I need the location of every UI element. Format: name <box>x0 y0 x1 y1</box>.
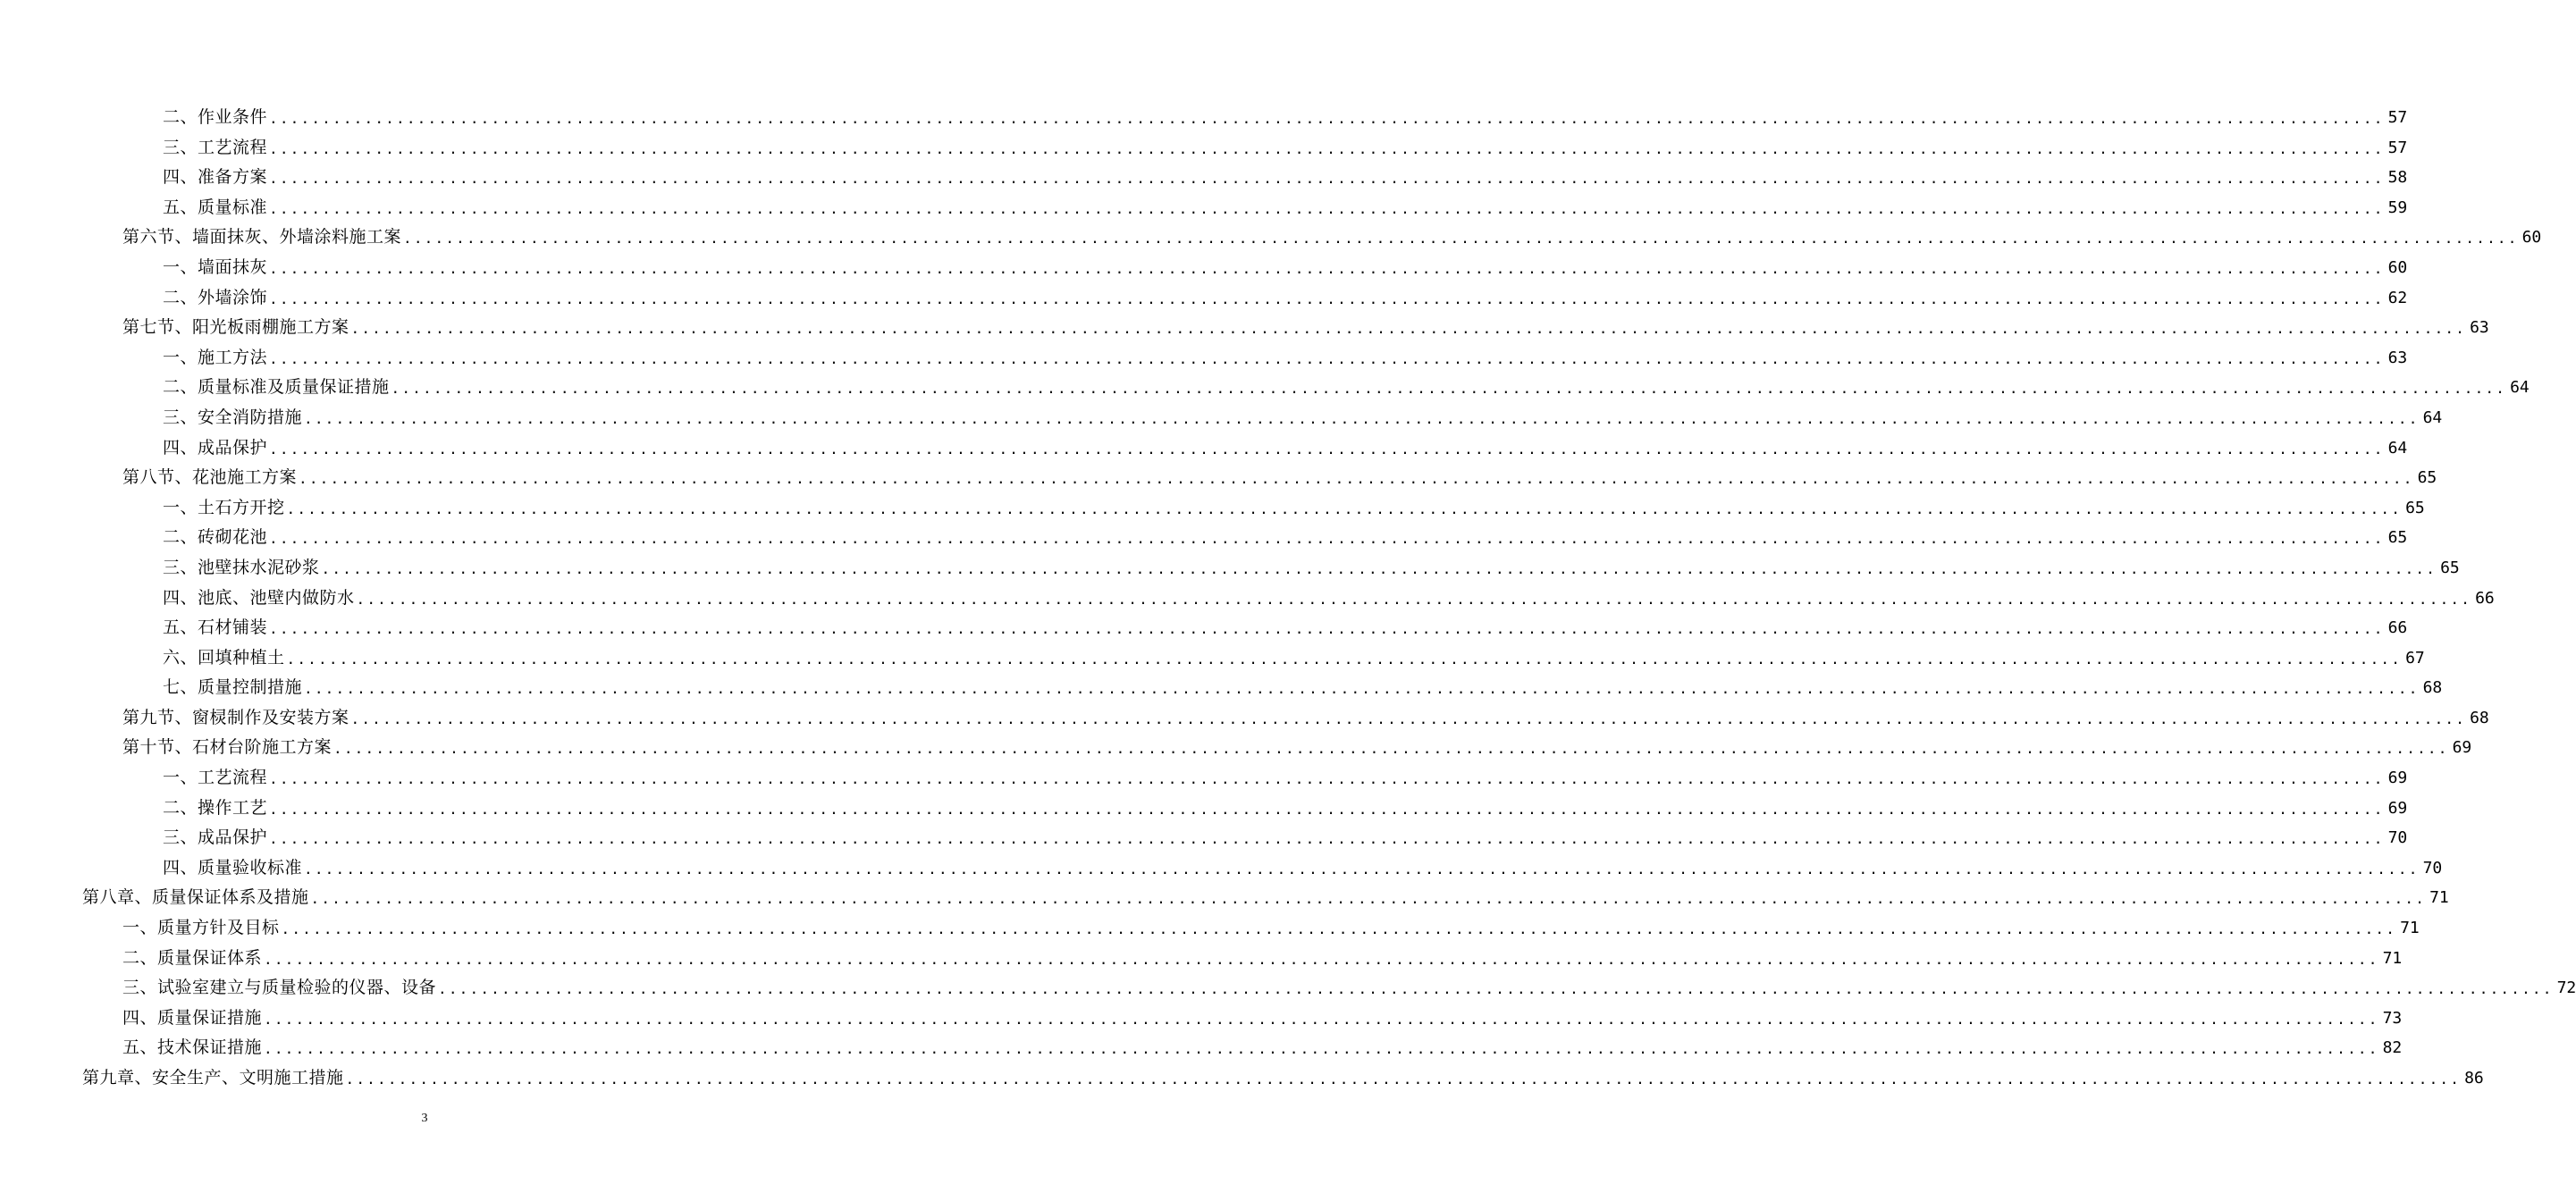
toc-entry-page: 65 <box>2405 498 2425 517</box>
toc-entry-page: 71 <box>2400 919 2420 938</box>
toc-entry-page: 63 <box>2470 318 2489 338</box>
toc-entry[interactable] <box>0 733 2472 763</box>
toc-entry[interactable] <box>0 944 2403 974</box>
toc-entry-title: 二、质量标准及质量保证措施 <box>163 377 390 398</box>
toc-entry-title: 二、作业条件 <box>163 107 268 127</box>
toc-entry-page: 64 <box>2510 378 2530 398</box>
toc-entry[interactable] <box>0 823 2408 853</box>
toc-entry[interactable] <box>0 613 2408 643</box>
toc-entry-page: 68 <box>2470 708 2489 727</box>
toc-entry-title: 三、成品保护 <box>163 827 268 848</box>
toc-dot-leader: ........................................................................................................................................................................................................ <box>304 860 2420 878</box>
toc-dot-leader: ........................................................................................................................................................................................................ <box>299 470 2414 488</box>
toc-dot-leader: ........................................................................................................................................................................................................ <box>304 680 2420 698</box>
toc-dot-leader: ........................................................................................................................................................................................................ <box>310 890 2427 908</box>
toc-entry-page: 62 <box>2387 288 2408 307</box>
toc-entry[interactable] <box>0 463 2437 493</box>
toc-entry[interactable] <box>0 223 2542 253</box>
toc-entry-page: 66 <box>2475 588 2495 608</box>
toc-dot-leader: ........................................................................................................................................................................................................ <box>269 349 2385 367</box>
toc-entry[interactable] <box>0 794 2408 824</box>
toc-dot-leader: ........................................................................................................................................................................................................ <box>333 740 2449 758</box>
toc-entry-page: 66 <box>2387 618 2408 638</box>
toc-entry-page: 68 <box>2422 678 2443 698</box>
toc-dot-leader: ........................................................................................................................................................................................................ <box>286 500 2403 517</box>
toc-entry[interactable] <box>0 133 2408 164</box>
toc-entry-page: 69 <box>2452 738 2472 758</box>
toc-entry-title: 第九节、窗棂制作及安装方案 <box>122 707 349 727</box>
toc-dot-leader: ........................................................................................................................................................................................................ <box>269 830 2385 848</box>
toc-entry[interactable] <box>0 193 2408 223</box>
toc-entry-title: 第九章、安全生产、文明施工措施 <box>82 1068 344 1088</box>
toc-entry-title: 二、砖砌花池 <box>163 527 268 548</box>
toc-entry-page: 67 <box>2405 648 2425 668</box>
toc-entry-title: 四、成品保护 <box>163 437 268 458</box>
toc-dot-leader: ........................................................................................................................................................................................................ <box>356 590 2472 608</box>
toc-entry[interactable] <box>0 643 2425 674</box>
toc-dot-leader: ........................................................................................................................................................................................................ <box>350 320 2467 338</box>
toc-entry-page: 73 <box>2382 1008 2403 1028</box>
toc-entry-page: 82 <box>2382 1038 2403 1058</box>
toc-dot-leader: ........................................................................................................................................................................................................ <box>269 139 2385 157</box>
toc-entry-title: 六、回填种植土 <box>163 647 285 668</box>
toc-entry-page: 59 <box>2387 197 2408 217</box>
toc-dot-leader: ........................................................................................................................................................................................................ <box>269 530 2385 548</box>
toc-entry-page: 65 <box>2440 558 2460 577</box>
toc-entry-title: 第八章、质量保证体系及措施 <box>82 887 309 908</box>
toc-entry-page: 60 <box>2521 228 2542 248</box>
toc-entry-page: 72 <box>2556 978 2576 998</box>
toc-entry[interactable] <box>0 373 2530 403</box>
toc-entry-title: 一、质量方针及目标 <box>122 918 280 938</box>
toc-dot-leader: ........................................................................................................................................................................................................ <box>281 920 2397 938</box>
toc-entry[interactable] <box>0 853 2443 884</box>
page-number: 3 <box>421 1112 428 1125</box>
toc-entry-page: 65 <box>2417 468 2437 488</box>
toc-entry-page: 70 <box>2422 858 2443 878</box>
toc-entry-page: 57 <box>2387 108 2408 127</box>
toc-dot-leader: ........................................................................................................................................................................................................ <box>321 559 2437 577</box>
toc-entry-page: 71 <box>2429 888 2449 908</box>
toc-dot-leader: ........................................................................................................................................................................................................ <box>269 290 2385 307</box>
toc-entry-page: 58 <box>2387 168 2408 188</box>
toc-entry[interactable] <box>0 343 2408 374</box>
toc-dot-leader: ........................................................................................................................................................................................................ <box>269 170 2385 188</box>
toc-entry-title: 第七节、阳光板雨棚施工方案 <box>122 317 349 338</box>
toc-entry[interactable] <box>0 1033 2403 1063</box>
toc-dot-leader: ........................................................................................................................................................................................................ <box>269 770 2385 788</box>
toc-entry-title: 一、施工方法 <box>163 347 268 367</box>
toc-dot-leader: ........................................................................................................................................................................................................ <box>264 950 2379 968</box>
toc-entry-page: 71 <box>2382 948 2403 968</box>
toc-entry[interactable] <box>0 433 2408 464</box>
toc-entry-title: 第八节、花池施工方案 <box>122 467 298 488</box>
toc-entry[interactable] <box>0 584 2495 614</box>
toc-entry-page: 63 <box>2387 348 2408 367</box>
toc-entry-title: 三、池壁抹水泥砂浆 <box>163 557 320 577</box>
toc-entry-page: 65 <box>2387 528 2408 548</box>
toc-dot-leader: ........................................................................................................................................................................................................ <box>264 1010 2379 1028</box>
toc-entry-page: 64 <box>2422 407 2443 427</box>
toc-dot-leader: ........................................................................................................................................................................................................ <box>269 110 2385 127</box>
toc-dot-leader: ........................................................................................................................................................................................................ <box>438 980 2554 998</box>
toc-entry-title: 一、墙面抹灰 <box>163 256 268 277</box>
toc-entry[interactable] <box>0 403 2443 433</box>
toc-entry-page: 69 <box>2387 768 2408 788</box>
toc-entry-page: 86 <box>2464 1069 2484 1088</box>
toc-entry[interactable] <box>0 673 2443 703</box>
toc-entry[interactable] <box>0 763 2408 794</box>
toc-entry-title: 第十节、石材台阶施工方案 <box>122 737 333 758</box>
toc-entry[interactable] <box>0 103 2408 133</box>
toc-entry[interactable] <box>0 523 2408 553</box>
toc-entry-title: 第六节、墙面抹灰、外墙涂料施工案 <box>122 227 402 248</box>
toc-entry[interactable] <box>0 163 2408 193</box>
toc-entry-title: 四、质量验收标准 <box>163 857 303 878</box>
toc-entry[interactable] <box>0 703 2489 734</box>
toc-entry-title: 五、技术保证措施 <box>122 1037 263 1058</box>
toc-entry[interactable] <box>0 883 2449 913</box>
toc-dot-leader: ........................................................................................................................................................................................................ <box>304 409 2420 427</box>
toc-entry[interactable] <box>0 1063 2484 1094</box>
toc-entry-title: 五、石材铺装 <box>163 617 268 638</box>
toc-entry-page: 60 <box>2387 257 2408 277</box>
toc-entry-page: 69 <box>2387 798 2408 818</box>
toc-dot-leader: ........................................................................................................................................................................................................ <box>269 620 2385 638</box>
toc-entry-title: 三、安全消防措施 <box>163 407 303 427</box>
toc-entry-title: 一、土石方开挖 <box>163 497 285 517</box>
toc-entry[interactable] <box>0 973 2576 1004</box>
toc-entry-title: 七、质量控制措施 <box>163 677 303 698</box>
toc-dot-leader: ........................................................................................................................................................................................................ <box>269 440 2385 458</box>
toc-dot-leader: ........................................................................................................................................................................................................ <box>269 199 2385 217</box>
toc-entry-title: 二、外墙涂饰 <box>163 287 268 307</box>
toc-dot-leader: ........................................................................................................................................................................................................ <box>269 800 2385 818</box>
toc-entry[interactable] <box>0 283 2408 314</box>
toc-entry-title: 二、质量保证体系 <box>122 947 263 968</box>
toc-entry-title: 二、操作工艺 <box>163 797 268 818</box>
toc-entry[interactable] <box>0 493 2425 524</box>
toc-entry-title: 五、质量标准 <box>163 197 268 217</box>
toc-entry[interactable] <box>0 553 2460 584</box>
toc-dot-leader: ........................................................................................................................................................................................................ <box>264 1040 2379 1058</box>
toc-entry-title: 三、试验室建立与质量检验的仪器、设备 <box>122 978 437 998</box>
toc-entry[interactable] <box>0 913 2420 944</box>
toc-entry-page: 64 <box>2387 438 2408 458</box>
toc-entry-title: 四、池底、池壁内做防水 <box>163 587 355 608</box>
table-of-contents <box>0 103 2576 1094</box>
toc-entry-title: 四、质量保证措施 <box>122 1007 263 1028</box>
toc-dot-leader: ........................................................................................................................................................................................................ <box>391 380 2507 398</box>
toc-entry-page: 57 <box>2387 138 2408 157</box>
toc-entry[interactable] <box>0 313 2489 343</box>
toc-dot-leader: ........................................................................................................................................................................................................ <box>345 1071 2462 1088</box>
toc-entry-title: 三、工艺流程 <box>163 137 268 157</box>
toc-dot-leader: ........................................................................................................................................................................................................ <box>269 259 2385 277</box>
toc-dot-leader: ........................................................................................................................................................................................................ <box>286 650 2403 668</box>
toc-entry[interactable] <box>0 253 2408 283</box>
toc-dot-leader: ........................................................................................................................................................................................................ <box>403 230 2519 248</box>
toc-dot-leader: ........................................................................................................................................................................................................ <box>350 710 2467 727</box>
toc-entry-title: 四、准备方案 <box>163 167 268 188</box>
toc-entry-page: 70 <box>2387 828 2408 848</box>
toc-entry[interactable] <box>0 1004 2403 1034</box>
toc-entry-title: 一、工艺流程 <box>163 768 268 788</box>
